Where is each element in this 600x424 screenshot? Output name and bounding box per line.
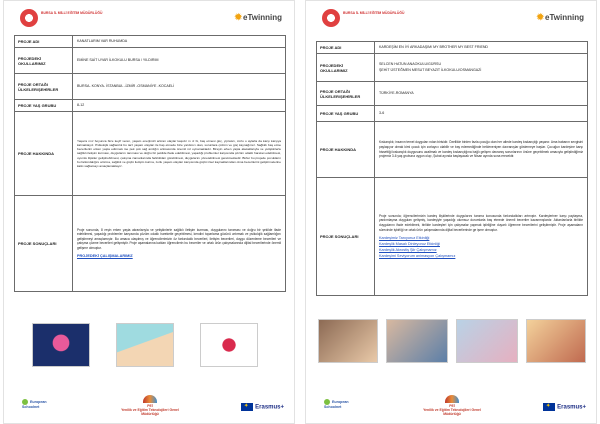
- meb-logo-text: BURSA İL MİLLİ EĞİTİM MÜDÜRLÜĞÜ: [343, 11, 405, 15]
- value-schools: [375, 54, 588, 82]
- label-project-name: PROJE ADI: [15, 36, 73, 48]
- eu-flag-icon: [543, 403, 555, 411]
- link-activity[interactable]: Kardeşimiz Tanıyoruz Etkinliği: [379, 236, 430, 241]
- value-about: Yaşamı mız boyunca bize keyif veren, yaşam enerjimizi artıran olaylar kaşıdır m ız bi, baş etmesi güç, yıpratıcı, zorlu o aylarla da karşı karşıya kalmaktayız. Psikolojik sağlamlık bu tarz yaşam olayları ile baş etmede bize yardımcı olan, sorunlara çözüm ve güç kaynağımız. Sağlıklı baş etme becerilerini erken yaşta edinmek ise pek çok sağ amlığın artmasında önemli rol oynamaktadır. Bireyin erken yaşta alacaklarıyla ve yetişkinlerle sağlıklı iletişim kurması, duygularını tanıması ve doğru bir şekilde ifade edebilmesi, yaşadığı problemler karşısında çözüm odaklı hareket edebilmesi, uyumlu ilişkiler geliştirebilmesi, çatışma zamanlarında farklılıkları görebilmesi, duygularını yönetebilmesi gerekmektedir. Bizler bu projede çocukların bu farkındalığını artırma, sağlıklı ve güçlü iletişim kurma, zorlu yaşam olayları karşısında güçlü izsel kaynaklarından olma becerilerini geliştirmelerine katkı sağlamayı amaçlamaktayız.: [73, 112, 286, 196]
- value-results: [375, 178, 588, 296]
- label-age-group: PROJE YAŞ GRUBU: [317, 106, 375, 122]
- pei-logo: [118, 395, 182, 417]
- link-activity[interactable]: Kardeşlik Akrostiş Şiir Çalışmamız: [379, 248, 437, 253]
- value-partners: TÜRKİYE-ROMANYA: [375, 82, 588, 106]
- label-partners: PROJE ORTAĞI ÜLKELER/ŞEHİRLER: [15, 74, 73, 100]
- label-results: PROJE SONUÇLARI: [317, 178, 375, 296]
- value-project-name: KANATLARIM VAR RUHUMDA: [73, 36, 286, 48]
- link-activity[interactable]: Kardeşimi Seviyorum animasyon Çalışmamız: [379, 254, 456, 259]
- link-project-works[interactable]: PROJEDEKİ ÇALIŞMALARIMIZ: [77, 254, 133, 259]
- label-results: PROJE SONUÇLARI: [15, 196, 73, 292]
- pei-subtitle: Yenilik ve Eğitim Teknolojileri Genel Müdürlüğü: [423, 408, 481, 417]
- label-schools: PROJEDEKİ OKULLARIMIZ: [317, 54, 375, 82]
- schoolnet-text: European Schoolnet: [22, 399, 47, 409]
- schoolnet-text: European Schoolnet: [324, 399, 349, 409]
- photo-strip: [4, 323, 294, 367]
- value-age-group: 8-12: [73, 100, 286, 112]
- european-schoolnet-logo: [22, 399, 58, 409]
- etwinning-logo: [536, 12, 584, 23]
- eu-flag-icon: [241, 403, 253, 411]
- page-header: [306, 9, 596, 31]
- value-schools: EMİNE SAİT UYAR İLKOKULU BURSA / YILDIRIM: [73, 48, 286, 74]
- project-photo: [116, 323, 174, 367]
- project-photo: [200, 323, 258, 367]
- label-about: PROJE HAKKINDA: [317, 122, 375, 178]
- meb-logo-text: BURSA İL MİLLİ EĞİTİM MÜDÜRLÜĞÜ: [41, 11, 103, 15]
- value-results: [73, 196, 286, 292]
- etwinning-star-icon: ✹: [536, 12, 545, 22]
- meb-logo-icon: [20, 9, 38, 27]
- pei-mark-icon: [445, 395, 459, 403]
- pei-logo: [420, 395, 484, 417]
- european-schoolnet-logo: [324, 399, 360, 409]
- project-photo: [526, 319, 586, 363]
- value-partners: BURSA- KONYA- İSTANBUL -İZMİR -OSMANİYE -KOCAELİ: [73, 74, 286, 100]
- pei-title: PEİ: [147, 404, 153, 408]
- project-photo: [386, 319, 448, 363]
- project-photo: [318, 319, 378, 363]
- label-partners: PROJE ORTAĞI ÜLKELER/ŞEHİRLER: [317, 82, 375, 106]
- erasmus-logo: [241, 403, 284, 411]
- label-about: PROJE HAKKINDA: [15, 112, 73, 196]
- erasmus-logo: [543, 403, 586, 411]
- project-photo: [32, 323, 90, 367]
- value-project-name: KARDEŞİM EN İYİ ARKADAŞIM/ MY BROTHER MY BEST FRIEND: [375, 42, 588, 54]
- photo-strip: [306, 319, 596, 363]
- erasmus-text: Erasmus+: [255, 404, 284, 411]
- pei-mark-icon: [143, 395, 157, 403]
- results-text: Proje sonunda; öğrencilerimizin kardeş ilişkilerinde duygularını tanıma konusunda farkındalıkları artmıştır. Kardeşleriner karşı paylaşma, yardımlaşma duyguları gelişmiş, kardeşiyle yaşadığı olumsuz durumlarla baş etmede önemli beceriler kazanmışlardır. Aktarılanlarla birlikte duygularını ifade edebilmek, birlikte kardeşleri için çalışmalar yapmak iştirliğine duyarlı öğrenme becerilerini geliştirmiştir. Proje aşamaların sürecinde işbirliği ve ortak ürün çalışmalarında dijital becerilerinde ge işme olmuştur.: [379, 213, 583, 232]
- etwinning-logo: [234, 12, 282, 23]
- pei-subtitle: Yenilik ve Eğitim Teknolojileri Genel Müdürlüğü: [121, 408, 179, 417]
- page-header: [4, 9, 294, 31]
- label-schools: PROJEDEKİ OKULLARIMIZ: [15, 48, 73, 74]
- meb-logo-icon: [322, 9, 340, 27]
- link-activity[interactable]: Kardeşlik Masalı Dinleyoruz Etkinliği: [379, 242, 440, 247]
- left-page: [3, 0, 295, 424]
- project-table: [316, 41, 588, 296]
- etwinning-text: eTwinning: [243, 13, 282, 22]
- right-page: [305, 0, 597, 424]
- school-name: ŞEHİT ÜSTEĞMEN MESUT BEYAZIT İLKOKULU/OSMANGAZİ: [379, 67, 482, 72]
- value-about: Kıskançlık; insanın temel duyguları ndan birisidir. Özellikle birden fazla çocuğu olan her ailede kardeş kıskançlığı yaşanır. Ama babanın sevgisini paylaşıyor olmak kimi çocuk için zorlayıcı olabilir ve bay edemediğinde bekleneniyen davranışlar gösterneye başlar. Çocuğun kardeşine karşı hissettiği kıskançlık duygusunu azaltmak ve kardeş kıskançlığına bağlı gelişen davranış sorunlarının önüne geçebilmek amacıyla geliştirdiğimiz projemiz 3-6 yaş grubuna uygun olup ,Şubat ayında başlayacak ve Nisan ayında sona erecektir.: [375, 122, 588, 178]
- label-age-group: PROJE YAŞ GRUBU: [15, 100, 73, 112]
- page-footer: [4, 395, 294, 421]
- page-footer: [306, 395, 596, 421]
- etwinning-text: eTwinning: [545, 13, 584, 22]
- pei-title: PEİ: [449, 404, 455, 408]
- value-age-group: 3-6: [375, 106, 588, 122]
- school-name: SELCEN HATUN ANAOKULU/GÜRSU: [379, 62, 442, 67]
- project-photo: [456, 319, 518, 363]
- etwinning-star-icon: ✹: [234, 12, 243, 22]
- project-table: [14, 35, 286, 292]
- label-project-name: PROJE ADI: [317, 42, 375, 54]
- erasmus-text: Erasmus+: [557, 404, 586, 411]
- results-text: Proje sonunda, 8 reşin erken yaşta akranlarıyla ve yetişkinlerle sağlıklı iletişim kurması, duygularını tanıması ve doğru bir şekilde ifade edebilmesi, yaşadığı problemler karşısında çözüm odaklı hareketle geçebilmesi, kendini toparlama gücünü artırmak ve psikolojik sağlamlığını geliştirmeyi amaçlamıştır. Bu amaca ulaşılmış ve öğrencilerimizin öz farkındalık becerileri, iletişim becerileri, duygu düzenleme becerileri ve çatışma çözme becerileri gelişmiştir. Proje aşamalarına katılan öğrencilerin bu beceriler ve ortak ürün çalışmalarında dijital becerilerinde önemli gelişme olmuştur.: [77, 227, 281, 250]
